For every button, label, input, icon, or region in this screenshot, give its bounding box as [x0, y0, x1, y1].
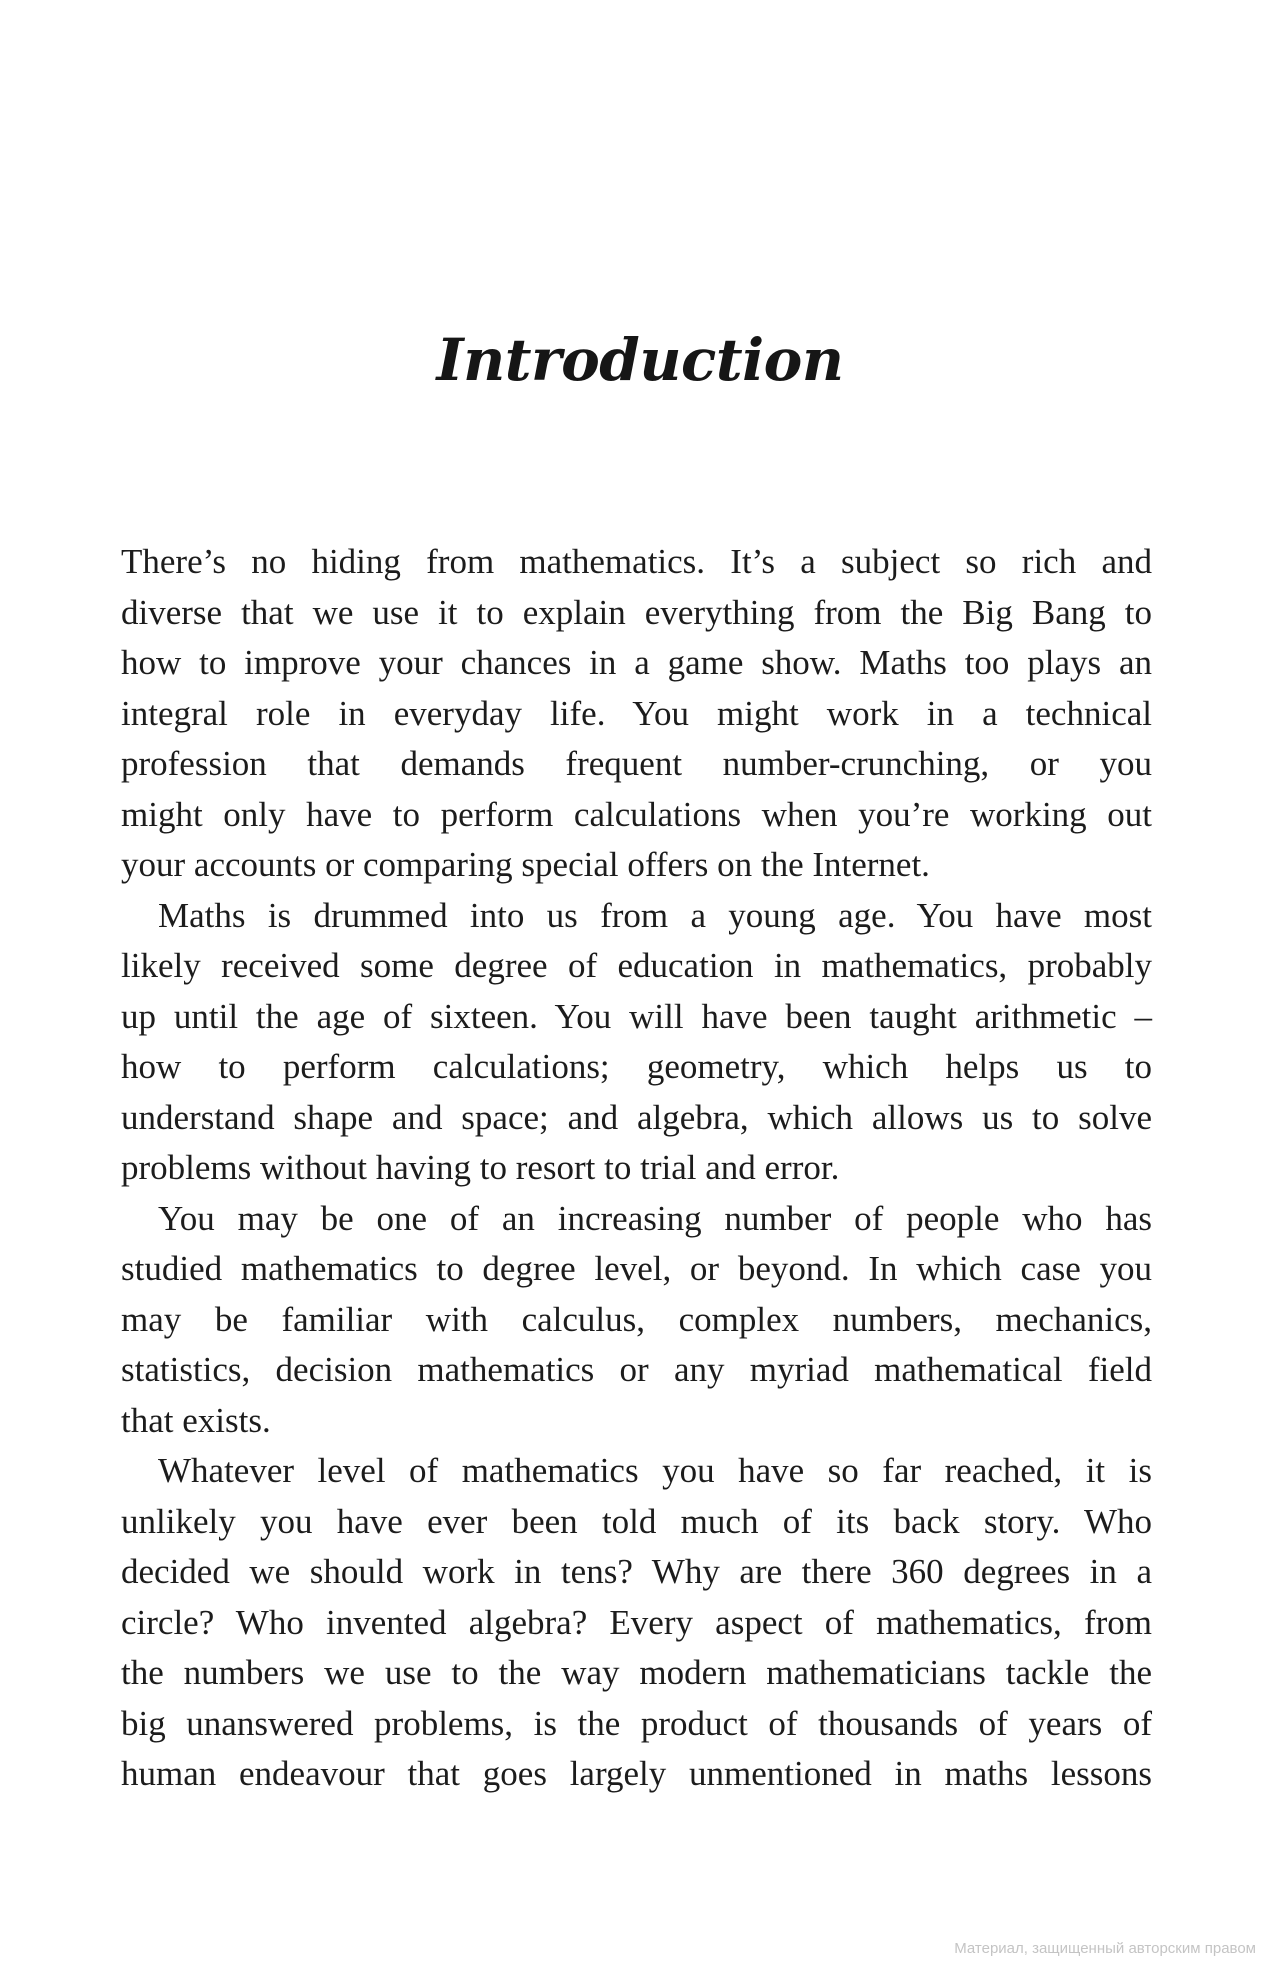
text-line: human endeavour that goes largely unmentioned in maths lessons — [121, 1754, 1152, 1793]
text-line: profession that demands frequent number-crunching, or you — [121, 744, 1152, 783]
text-line: Whatever level of mathematics you have so far reached, it is — [158, 1451, 1152, 1490]
text-line: the numbers we use to the way modern mathematicians tackle the — [121, 1653, 1152, 1692]
paragraph-3 — [121, 1194, 1152, 1447]
chapter-body — [121, 537, 1152, 1800]
text-line: integral role in everyday life. You might work in a technical — [121, 693, 1152, 733]
text-line: studied mathematics to degree level, or beyond. In which case you — [121, 1249, 1152, 1288]
paragraph-1 — [121, 537, 1152, 891]
text-line: There’s no hiding from mathematics. It’s a subject so rich and — [121, 542, 1152, 581]
text-line: your accounts or comparing special offers on the Internet. — [121, 845, 930, 884]
text-line: how to perform calculations; geometry, which helps us to — [121, 1047, 1152, 1086]
text-line: unlikely you have ever been told much of its back story. Who — [121, 1501, 1152, 1541]
text-line: up until the age of sixteen. You will have been taught arithmetic – — [121, 996, 1152, 1036]
text-line: Maths is drummed into us from a young age. You have most — [158, 895, 1152, 935]
text-line: understand shape and space; and algebra, which allows us to solve — [121, 1097, 1152, 1137]
text-line: You may be one of an increasing number of people who has — [158, 1198, 1152, 1238]
chapter-title: Introduction — [436, 325, 844, 394]
copyright-watermark: Материал, защищенный авторским правом — [954, 1940, 1256, 1957]
text-line: statistics, decision mathematics or any myriad mathematical field — [121, 1350, 1152, 1389]
paragraph-2 — [121, 891, 1152, 1194]
text-line: diverse that we use it to explain everything from the Big Bang to — [121, 592, 1152, 632]
text-line: circle? Who invented algebra? Every aspect of mathematics, from — [121, 1602, 1152, 1642]
text-line: might only have to perform calculations when you’re working out — [121, 794, 1152, 834]
text-line: may be familiar with calculus, complex numbers, mechanics, — [121, 1299, 1152, 1339]
text-line: decided we should work in tens? Why are there 360 degrees in a — [121, 1552, 1152, 1591]
text-line: big unanswered problems, is the product of thousands of years of — [121, 1703, 1152, 1743]
paragraph-4 — [121, 1446, 1152, 1800]
text-line: likely received some degree of education in mathematics, probably — [121, 946, 1152, 985]
text-line: that exists. — [121, 1400, 271, 1440]
text-line: how to improve your chances in a game show. Maths too plays an — [121, 643, 1152, 682]
text-line: problems without having to resort to trial and error. — [121, 1148, 840, 1187]
